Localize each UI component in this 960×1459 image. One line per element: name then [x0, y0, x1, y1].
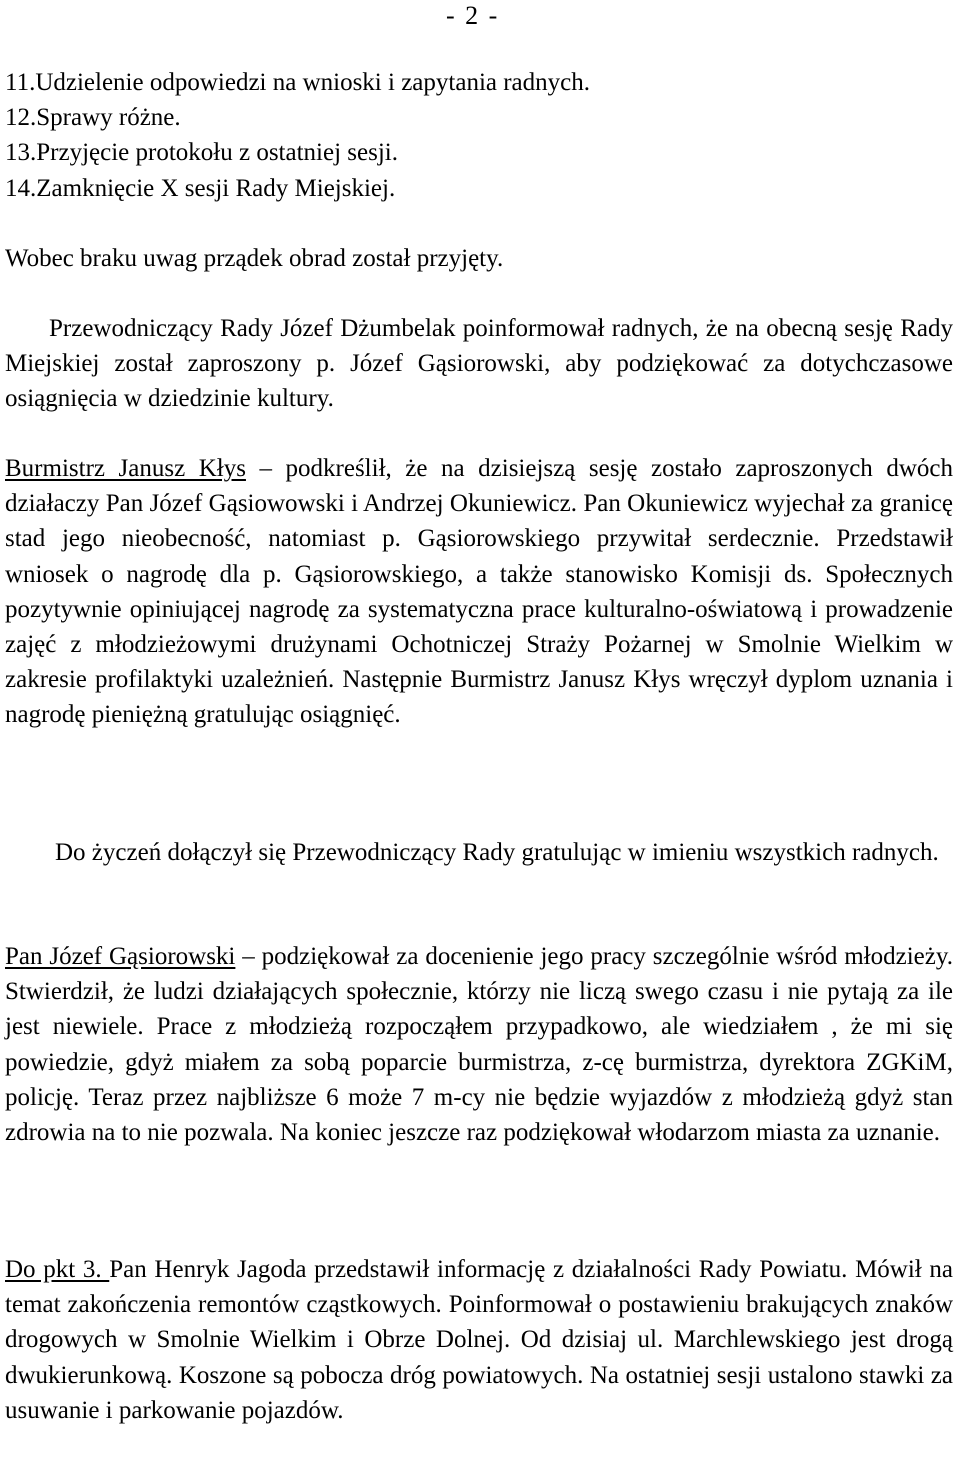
agenda-list: [5, 65, 953, 206]
agenda-item-11: 11.Udzielenie odpowiedzi na wnioski i zapytania radnych.: [5, 69, 590, 96]
wishes-paragraph: Do życzeń dołączył się Przewodniczący Rady gratulując w imieniu wszystkich radnych.: [55, 839, 939, 866]
guest-paragraph: [5, 939, 953, 1150]
page-number: - 2 -: [446, 1, 500, 30]
mayor-paragraph-text: – podkreślił, że na dzisiejszą sesję zostało zaproszonych dwóch działaczy Pan Józef Gąsiowowski i Andrzej Okuniewicz. Pan Okuniewicz wyjechał za granicę stad jego nieobecność, natomiast p. Gąsiorowskiego przywitał serdecznie. Przedstawił wniosek o nagrodę dla p. Gąsiorowskiego, a także stanowisko Komisji ds. Społecznych pozytywnie opiniującej nagrodę za systematyczna prace kulturalno-oświatową i prowadzenie zajęć z młodzieżowymi drużynami Ochotniczej Straży Pożarnej w Smolnie Wielkim w zakresie profilaktyki uzależnień. Następnie Burmistrz Janusz Kłys wręczył dyplom uznania i nagrodę pieniężną gratulując osiągnięć.: [5, 455, 953, 729]
agenda-accepted-paragraph: Wobec braku uwag prządek obrad został przyjęty.: [5, 245, 504, 272]
agenda-item-14: 14.Zamknięcie X sesji Rady Miejskiej.: [5, 174, 396, 202]
chairman-paragraph: Przewodniczący Rady Józef Dżumbelak poinformował radnych, że na obecną sesję Rady Miejskiej został zaproszony p. Józef Gąsiorowski, aby podziękować za dotychczasowe osiągnięcia w dziedzinie kultury.: [5, 315, 953, 413]
mayor-paragraph: [5, 451, 953, 733]
point3-paragraph-text: Pan Henryk Jagoda przedstawił informację z działalności Rady Powiatu. Mówił na temat zakończenia remontów cząstkowych. Poinformował o postawieniu brakujących znaków drogowych w Smolnie Wielkim i Obrze Dolnej. Od dzisiaj ul. Marchlewskiego jest drogą dwukierunkową. Koszone są pobocza dróg powiatowych. Na ostatniej sesji ustalono stawki za usuwanie i parkowanie pojazdów.: [5, 1256, 954, 1424]
guest-paragraph-text: – podziękował za docenienie jego pracy szczególnie wśród młodzieży. Stwierdził, że ludzi działających społecznie, którzy nie liczą swego czasu i nie pytają za ile jest niewiele. Prace z młodzieżą rozpocząłem przypadkowo, ale wiedziałem , że mi się powiedzie, gdyż miałem za sobą poparcie burmistrza, z-cę burmistrza, dyrektora ZGKiM, policję. Teraz przez najbliższe 6 może 7 m-cy nie będzie wyjazdów z młodzieżą gdyż stan zdrowia na to nie pozwala. Na koniec jeszcze raz podziękował włodarzom miasta za uznanie.: [5, 943, 953, 1147]
agenda-item-13: 13.Przyjęcie protokołu z ostatniej sesji.: [5, 139, 398, 167]
mayor-speaker: Burmistrz Janusz Kłys: [5, 455, 246, 482]
point3-label: Do pkt 3.: [5, 1256, 110, 1283]
point3-paragraph: [5, 1252, 953, 1428]
guest-speaker: Pan Józef Gąsiorowski: [5, 943, 236, 970]
agenda-item-12: 12.Sprawy różne.: [5, 104, 181, 132]
